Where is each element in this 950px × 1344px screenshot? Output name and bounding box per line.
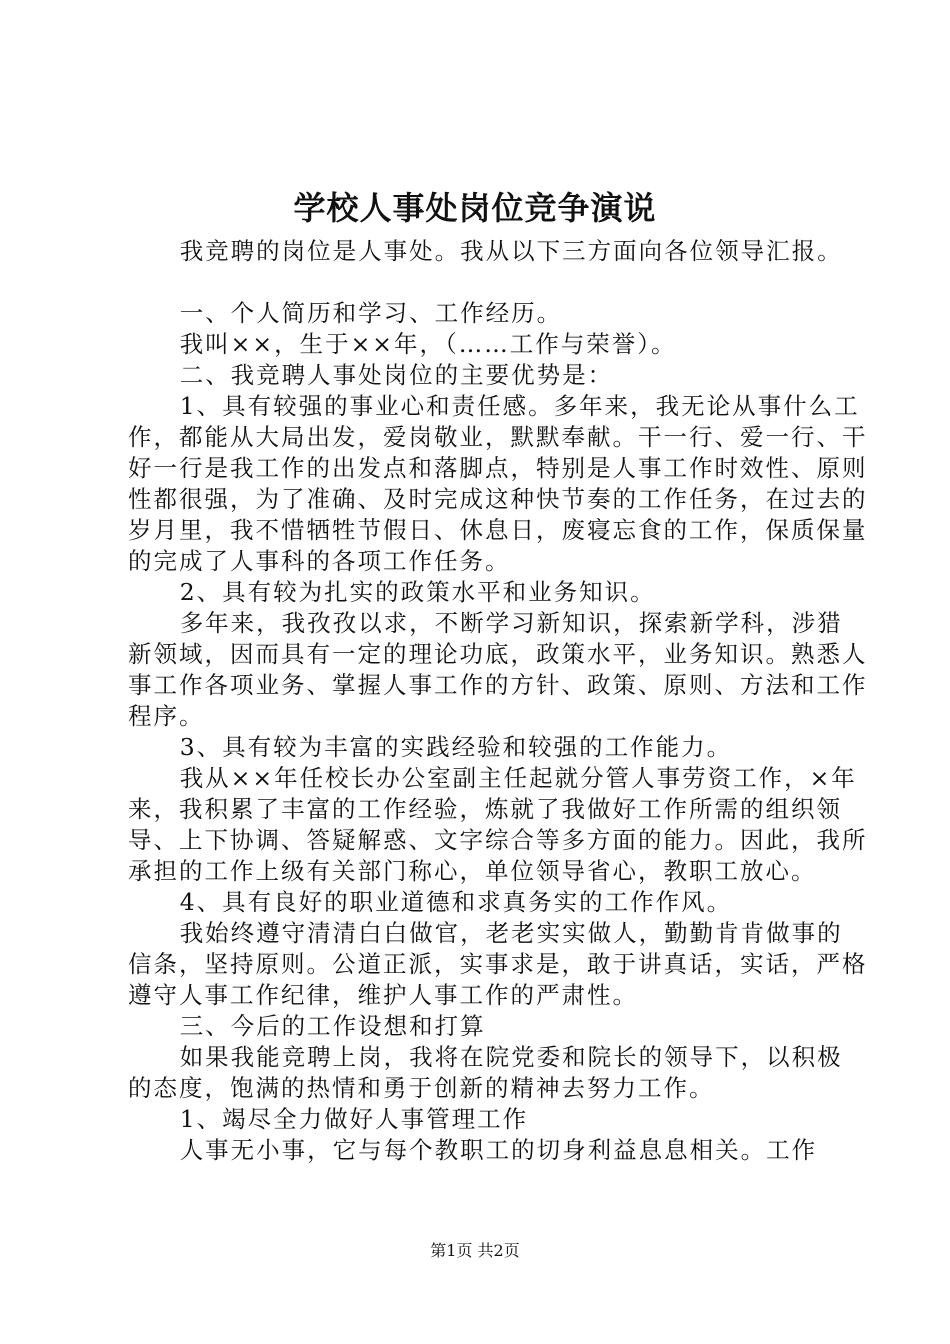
document-body	[128, 236, 868, 1166]
paragraph-personal-info: 我叫××，生于××年，（……工作与荣誉）。	[179, 330, 677, 358]
paragraph-advantage-4-heading: 4、具有良好的职业道德和求真务实的工作作风。	[179, 888, 733, 916]
paragraph-advantage-4-body: 我始终遵守清清白白做官，老老实实做人，勤勤肯肯做事的信条，坚持原则。公道正派，实事求是，敢于讲真话，实话，严格遵守人事工作纪律，维护人事工作的严肃性。	[128, 919, 868, 1009]
paragraph-advantage-2-body: 多年来，我孜孜以求，不断学习新知识，探索新学科，涉猎新领域，因而具有一定的理论功底，政策水平，业务知识。熟悉人事工作各项业务、掌握人事工作的方针、政策、原则、方法和工作程序。	[128, 609, 868, 730]
page-number-footer: 第1页 共2页	[430, 1241, 520, 1260]
paragraph-intro: 我竞聘的岗位是人事处。我从以下三方面向各位领导汇报。	[179, 237, 843, 265]
section-heading-2: 二、我竞聘人事处岗位的主要优势是：	[179, 361, 614, 389]
paragraph-advantage-1: 1、具有较强的事业心和责任感。多年来，我无论从事什么工作，都能从大局出发，爱岗敬业，默默奉献。干一行、爱一行、干好一行是我工作的出发点和落脚点，特别是人事工作时效性、原则性都很强，为了准确、及时完成这种快节奏的工作任务，在过去的岁月里，我不惜牺牲节假日、休息日，废寝忘食的工作，保质保量的完成了人事科的各项工作任务。	[128, 392, 868, 575]
paragraph-spacer	[128, 267, 868, 298]
paragraph-advantage-3-body: 我从××年任校长办公室副主任起就分管人事劳资工作，×年来，我积累了丰富的工作经验，炼就了我做好工作所需的组织领导、上下协调、答疑解惑、文字综合等多方面的能力。因此，我所承担的工作上级有关部门称心，单位领导省心，教职工放心。	[128, 764, 868, 885]
section-heading-3: 三、今后的工作设想和打算	[179, 1012, 486, 1040]
document-title: 学校人事处岗位竞争演说	[293, 189, 657, 227]
section-heading-1: 一、个人简历和学习、工作经历。	[179, 299, 563, 327]
paragraph-advantage-2-heading: 2、具有较为扎实的政策水平和业务知识。	[179, 578, 656, 606]
paragraph-advantage-3-heading: 3、具有较为丰富的实践经验和较强的工作能力。	[179, 733, 733, 761]
paragraph-plan-1-body: 人事无小事，它与每个教职工的切身利益息息相关。工作	[179, 1136, 818, 1164]
paragraph-plan-intro: 如果我能竞聘上岗，我将在院党委和院长的领导下，以积极的态度，饱满的热情和勇于创新的精神去努力工作。	[128, 1043, 843, 1102]
paragraph-plan-1-heading: 1、竭尽全力做好人事管理工作	[179, 1105, 529, 1133]
